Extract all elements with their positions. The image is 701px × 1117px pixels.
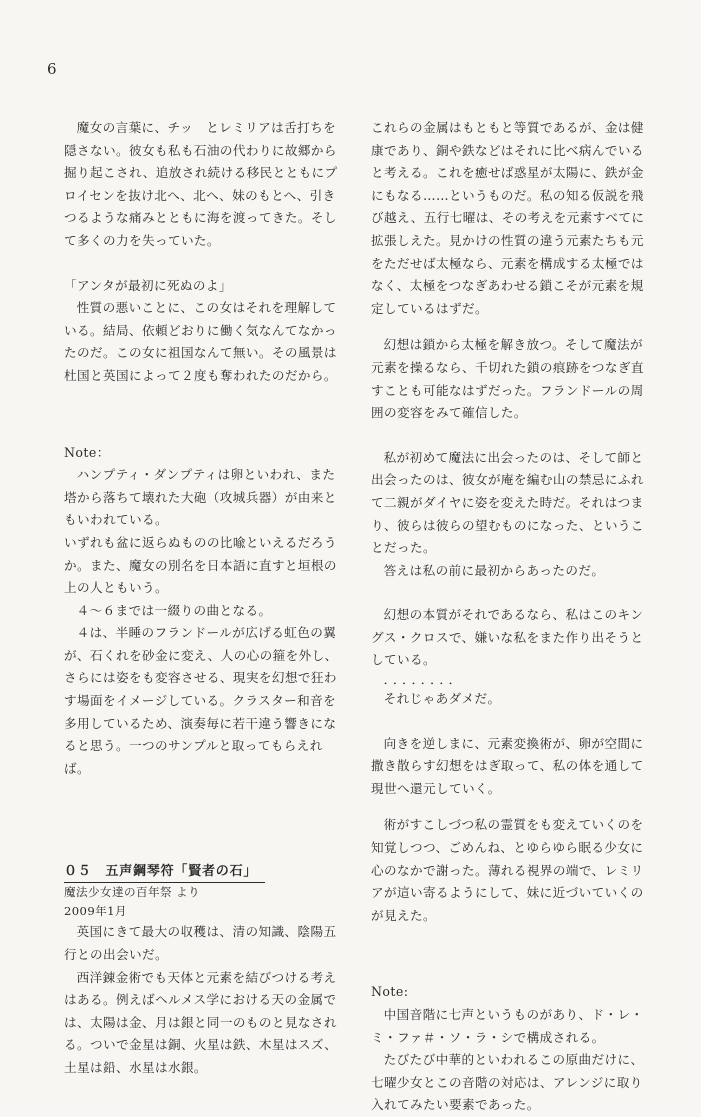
paragraph: 術がすこしづつ私の霊質をも変えていくのを知覚しつつ、ごめんね、とゆらゆら眠る少女に心のなかで謝った。薄れる視界の端で、レミリアが這い寄るようにして、妹に近づいていくのが見えた。 [371, 817, 644, 923]
note-paragraph: ハンプティ・ダンプティは卵といわれ、また塔から落ちて壊れた大砲（攻城兵器）が由来ともいわれている。 [64, 467, 337, 528]
page-number: 6 [47, 60, 57, 78]
source-line: 魔法少女達の百年祭 より [64, 885, 201, 900]
paragraph: 向きを逆しまに、元素変換術が、卵が空間に撒き散らす幻想をはぎ取って、私の体を通して現世へ還元していく。 [371, 735, 644, 796]
note-paragraph: いずれも盆に返らぬものの比喩といえるだろうか。また、魔女の別名を日本語に直すと垣根の上の人ともいう。 [64, 534, 337, 596]
paragraph: 英国にきて最大の収穫は、清の知識、陰陽五行との出会いだ。 [64, 924, 337, 963]
left-column [64, 117, 347, 1080]
ellipsis-dots: ．．．．．．．． [383, 672, 465, 688]
paragraph: 答えは私の前に最初からあったのだ。 [383, 562, 605, 578]
paragraph: 幻想は鎖から太極を解き放つ。そして魔法が元素を操るなら、千切れた鎖の痕跡をつなぎ直すことも可能なはずだった。フランドールの周囲の変容をみて確信した。 [371, 337, 644, 421]
paragraph: それじゃあダメだ。 [383, 691, 501, 707]
note-label: Note： [64, 444, 110, 460]
right-column [371, 117, 654, 1117]
paragraph: これらの金属はもともと等質であるが、金は健康であり、銅や鉄などはそれに比べ病んでいると考える。これを癒せば惑星が太陽に、鉄が金にもなる……というものだ。私の知る仮説を飛び越え、五行七曜は、その考えを元素すべてに拡張しえた。見かけの性質の違う元素たちも元をただせば太極なら、元素を構成する太極ではなく、太極をつなぎあわせる鎖こそが元素を規定しているはずだ。 [371, 120, 645, 316]
date-line: 2009年1月 [64, 904, 127, 919]
paragraph: 私が初めて魔法に出会ったのは、そして師と出会ったのは、彼女が庵を編む山の禁忌にふれて二親がダイヤに姿を変えた時だ。それはつまり、彼らは彼らの望むものになった、ということだった。 [371, 449, 644, 556]
note-paragraph: たびたび中華的といわれるこの原曲だけに、七曜少女とこの音階の対応は、アレンジに取り入れてみたい要素であった。 [371, 1052, 644, 1113]
paragraph: 西洋錬金術でも天体と元素を結びつける考えはある。例えばヘルメス学における天の金属では、太陽は金、月は銀と同一のものと見なされる。ついで金星は銅、火星は鉄、木星はスズ、土星は鉛、水星は水銀。 [64, 969, 338, 1075]
note-paragraph: ４は、半睡のフランドールが広げる虹色の翼が、石くれを砂金に変え、人の心の箍を外し、さらには姿をも変容させる、現実を幻想で狂わす場面をイメージしている。クラスター和音を多用しているため、演奏毎に若干違う響きになると思う。一つのサンプルと取ってもらえれば。 [64, 625, 338, 776]
track-heading: ０５ 五声鋼琴符「賢者の石」 [64, 862, 265, 883]
paragraph: 魔女の言葉に、チッ とレミリアは舌打ちを隠さない。彼女も私も石油の代わりに故郷から掘り起こされ、追放され続ける移民とともにプロイセンを抜け北へ、北へ、妹のもとへ、引きつるような痛みとともに海を渡ってきた。そして多くの力を失っていた。 [64, 120, 338, 248]
note-label: Note: [371, 984, 409, 1000]
note-paragraph: 中国音階に七声というものがあり、ド・レ・ミ・ファ＃・ソ・ラ・シで構成される。 [371, 1007, 644, 1045]
note-paragraph: ４〜６までは一綴りの曲となる。 [76, 602, 272, 618]
paragraph: 性質の悪いことに、この女はそれを理解している。結局、依頼どおりに働く気なんてなかったのだ。この女に祖国なんて無い。その風景は杜国と英国によって２度も奪われたのだから。 [64, 300, 337, 383]
dialogue-line: 「アンタが最初に死ぬのよ」 [64, 277, 232, 293]
paragraph: 幻想の本質がそれであるなら、私はこのキングス・クロスで、嫌いな私をまた作り出そうとしている。 [371, 607, 644, 668]
